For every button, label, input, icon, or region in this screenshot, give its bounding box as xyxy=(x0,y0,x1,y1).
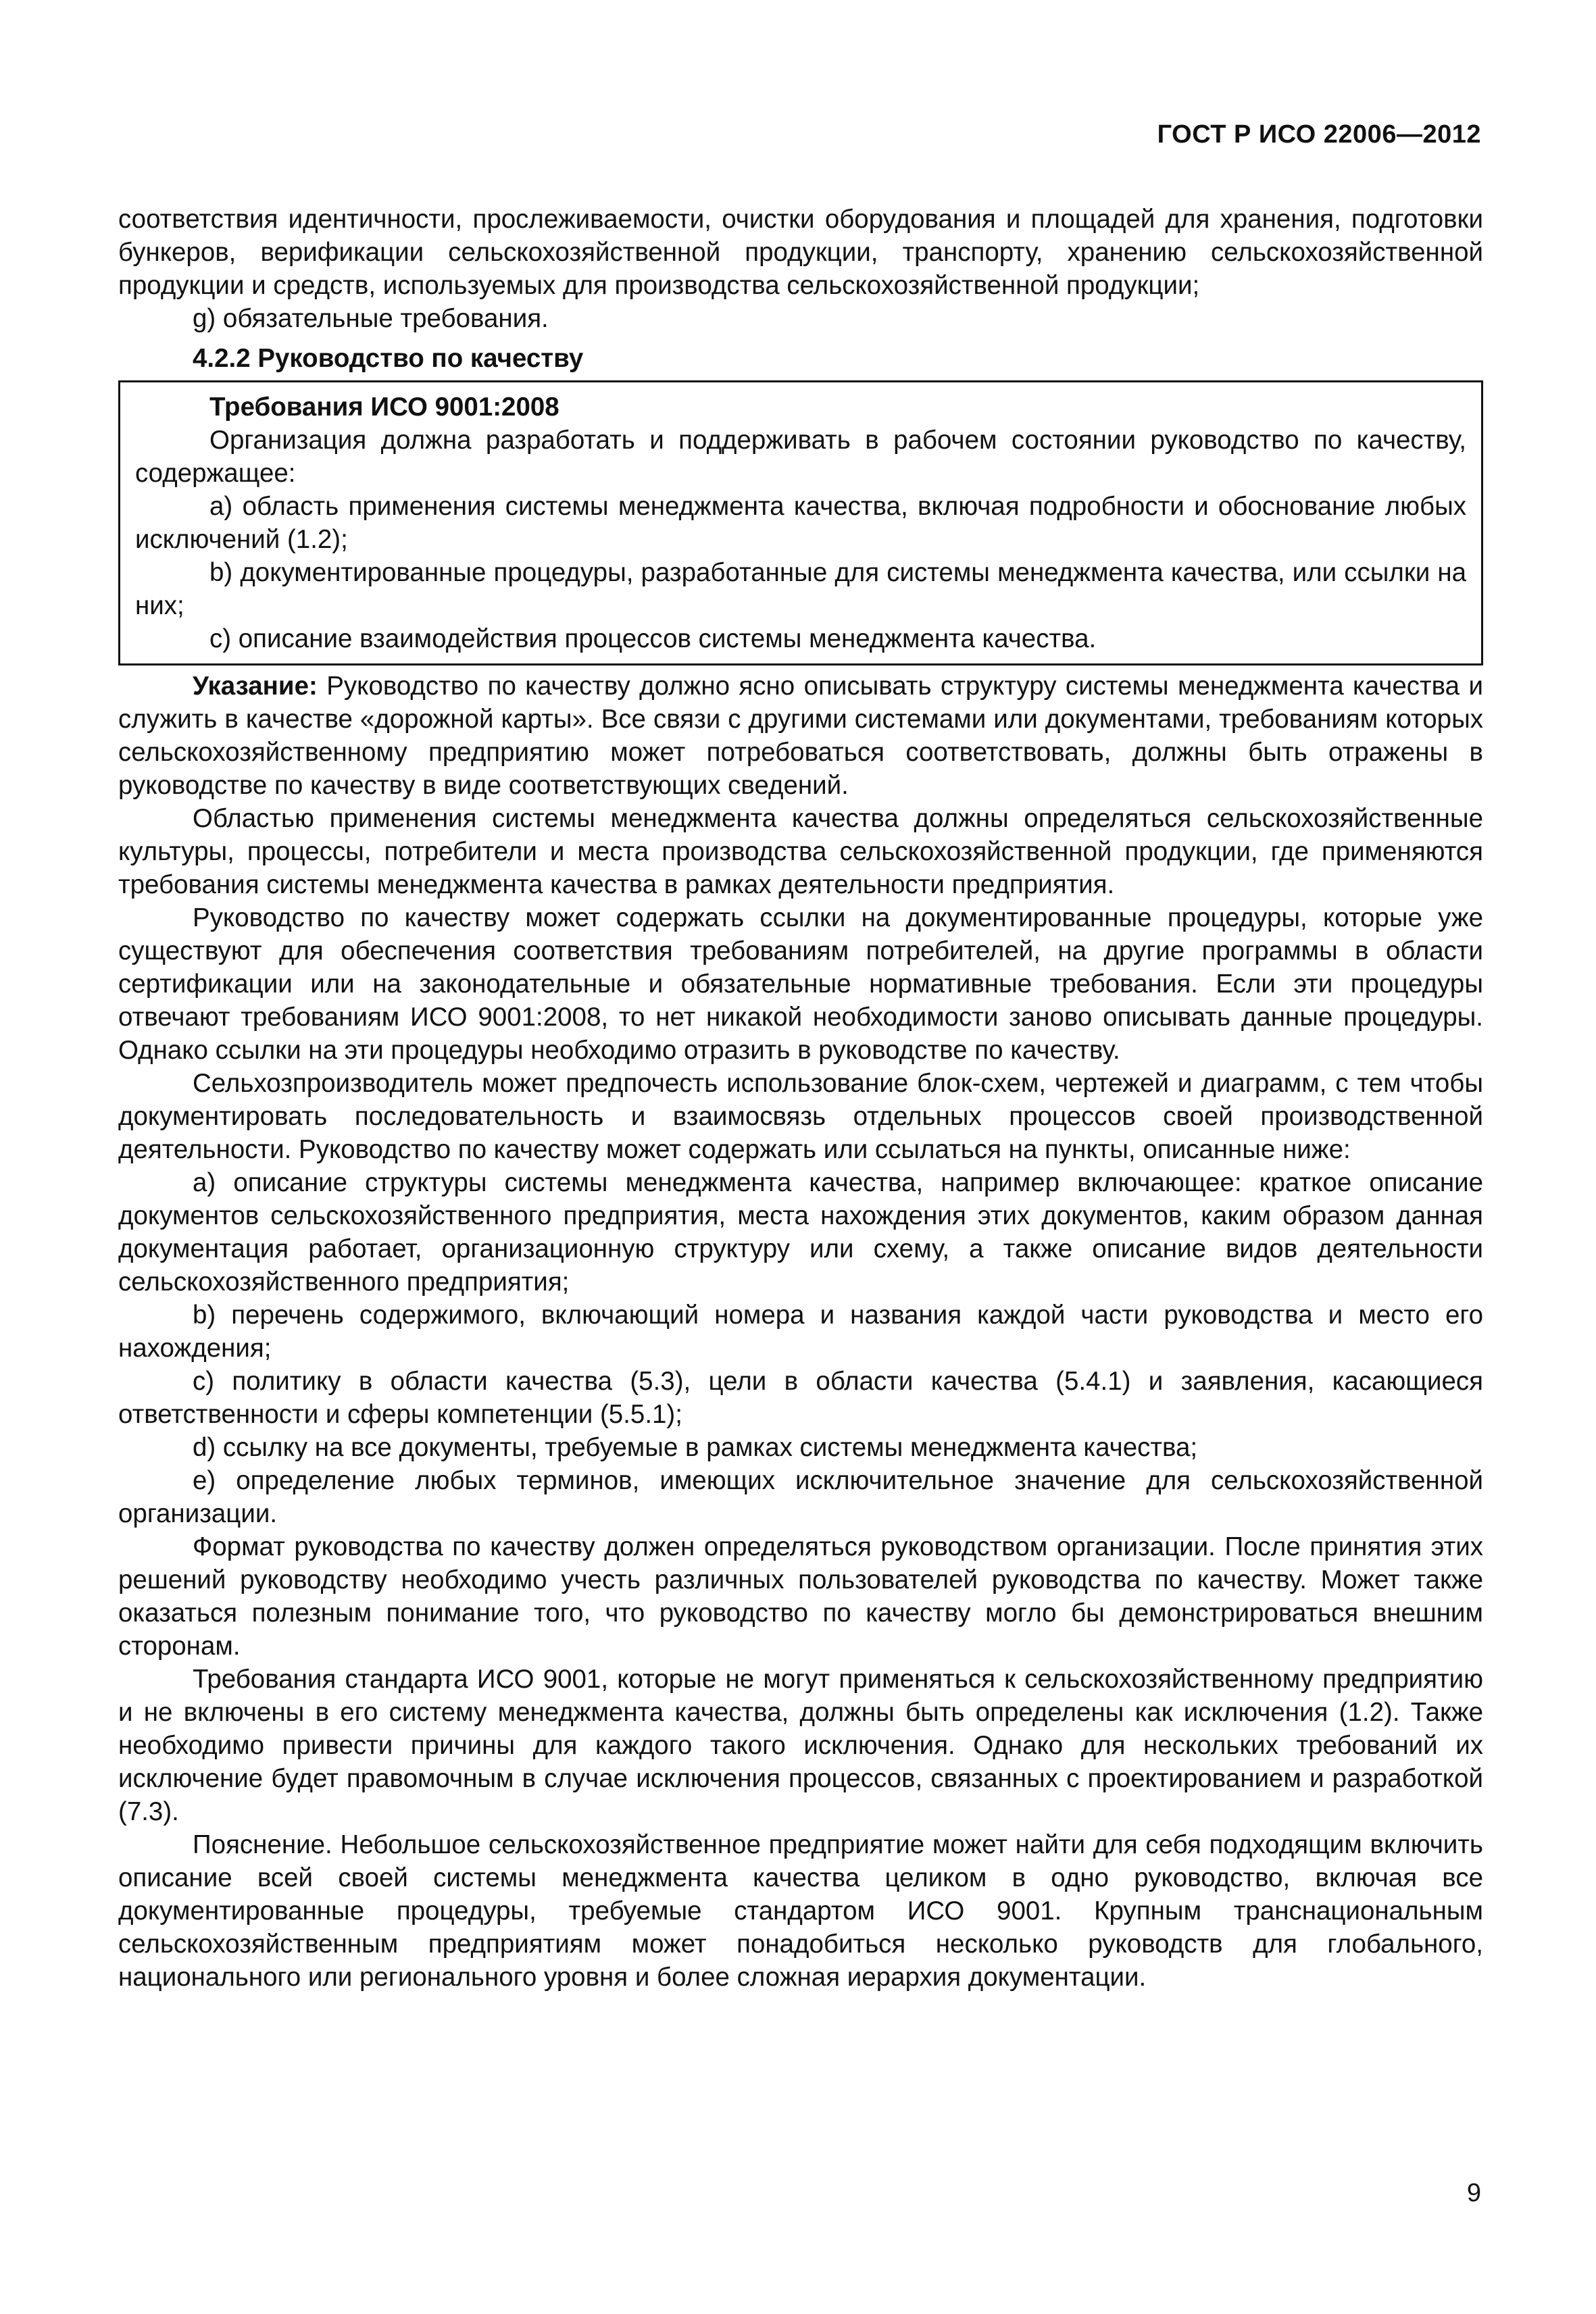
document-body xyxy=(118,203,1483,1994)
section-title: 4.2.2 Руководство по качеству xyxy=(193,344,584,373)
list-item: e) определение любых терминов, имеющих исключительное значение для сельскохозяйственной организации. xyxy=(118,1466,1483,1528)
paragraph: Руководство по качеству может содержать ссылки на документированные процедуры, которые уже существуют для обеспечения соответствия требованиям потребителей, на другие программы в области сертификации или на законодательные и обязательные нормативные требования. Если эти процедуры отвечают требованиям ИСО 9001:2008, то нет никакой необходимости заново описывать данные процедуры. Однако ссылки на эти процедуры необходимо отразить в руководстве по качеству. xyxy=(118,903,1483,1065)
document-header: ГОСТ Р ИСО 22006—2012 xyxy=(1157,120,1481,149)
list-item: a) описание структуры системы менеджмента качества, например включающее: краткое описание документов сельскохозяйственного предприятия, места нахождения этих документов, каким образом данная документация работает, организационную структуру или схему, а также описание видов деятельности сельскохозяйственного предприятия; xyxy=(118,1168,1483,1297)
requirements-item: a) область применения системы менеджмента качества, включая подробности и обоснование любых исключений (1.2); xyxy=(135,492,1466,554)
guidance-text: Руководство по качеству должно ясно описывать структуру системы менеджмента качества и служить в качестве «дорожной карты». Все связи с другими системами или документами, требованиям которых сельскохозяйственному предприятию может потребоваться соответствовать, должны быть отражены в руководстве по качеству в виде соответствующих сведений. xyxy=(118,672,1483,800)
page-number: 9 xyxy=(1466,2179,1481,2207)
requirements-item: b) документированные процедуры, разработанные для системы менеджмента качества, или ссылки на них; xyxy=(135,558,1466,620)
intro-item-g: g) обязательные требования. xyxy=(193,304,549,333)
paragraph: Требования стандарта ИСО 9001, которые не могут применяться к сельскохозяйственному предприятию и не включены в его систему менеджмента качества, должны быть определены как исключения (1.2). Также необходимо привести причины для каждого такого исключения. Однако для нескольких требований их исключение будет правомочным в случае исключения процессов, связанных с проектированием и разработкой (7.3). xyxy=(118,1665,1483,1826)
list-item: b) перечень содержимого, включающий номера и названия каждой части руководства и место его нахождения; xyxy=(118,1301,1483,1363)
requirements-item: c) описание взаимодействия процессов системы менеджмента качества. xyxy=(209,624,1097,653)
paragraph: Формат руководства по качеству должен определяться руководством организации. После принятия этих решений руководству необходимо учесть различных пользователей руководства по качеству. Может также оказаться полезным понимание того, что руководство по качеству могло бы демонстрироваться внешним сторонам. xyxy=(118,1532,1483,1661)
requirements-title: Требования ИСО 9001:2008 xyxy=(209,393,559,422)
guidance-label: Указание: xyxy=(193,672,318,701)
list-item: d) ссылку на все документы, требуемые в рамках системы менеджмента качества; xyxy=(193,1433,1198,1462)
list-item: c) политику в области качества (5.3), цели в области качества (5.4.1) и заявления, касающиеся ответственности и сферы компетенции (5.5.1); xyxy=(118,1367,1483,1429)
paragraph: Пояснение. Небольшое сельскохозяйственное предприятие может найти для себя подходящим включить описание всей своей системы менеджмента качества целиком в одно руководство, включая все документированные процедуры, требуемые стандартом ИСО 9001. Крупным транснациональным сельскохозяйственным предприятиям может понадобиться несколько руководств для глобального, национального или регионального уровня и более сложная иерархия документации. xyxy=(118,1830,1483,1992)
requirements-lead: Организация должна разработать и поддерживать в рабочем состоянии руководство по качеству, содержащее: xyxy=(135,426,1466,488)
paragraph: Областью применения системы менеджмента качества должны определяться сельскохозяйственные культуры, процессы, потребители и места производства сельскохозяйственной продукции, где применяются требования системы менеджмента качества в рамках деятельности предприятия. xyxy=(118,804,1483,899)
paragraph: Сельхозпроизводитель может предпочесть использование блок-схем, чертежей и диаграмм, с тем чтобы документировать последовательность и взаимосвязь отдельных процессов своей производственной деятельности. Руководство по качеству может содержать или ссылаться на пункты, описанные ниже: xyxy=(118,1069,1483,1164)
intro-continuation: соответствия идентичности, прослеживаемости, очистки оборудования и площадей для хранения, подготовки бункеров, верификации сельскохозяйственной продукции, транспорту, хранению сельскохозяйственной продукции и средств, используемых для производства сельскохозяйственной продукции; xyxy=(118,205,1483,300)
requirements-box xyxy=(118,380,1483,665)
guidance-paragraph xyxy=(118,670,1483,802)
